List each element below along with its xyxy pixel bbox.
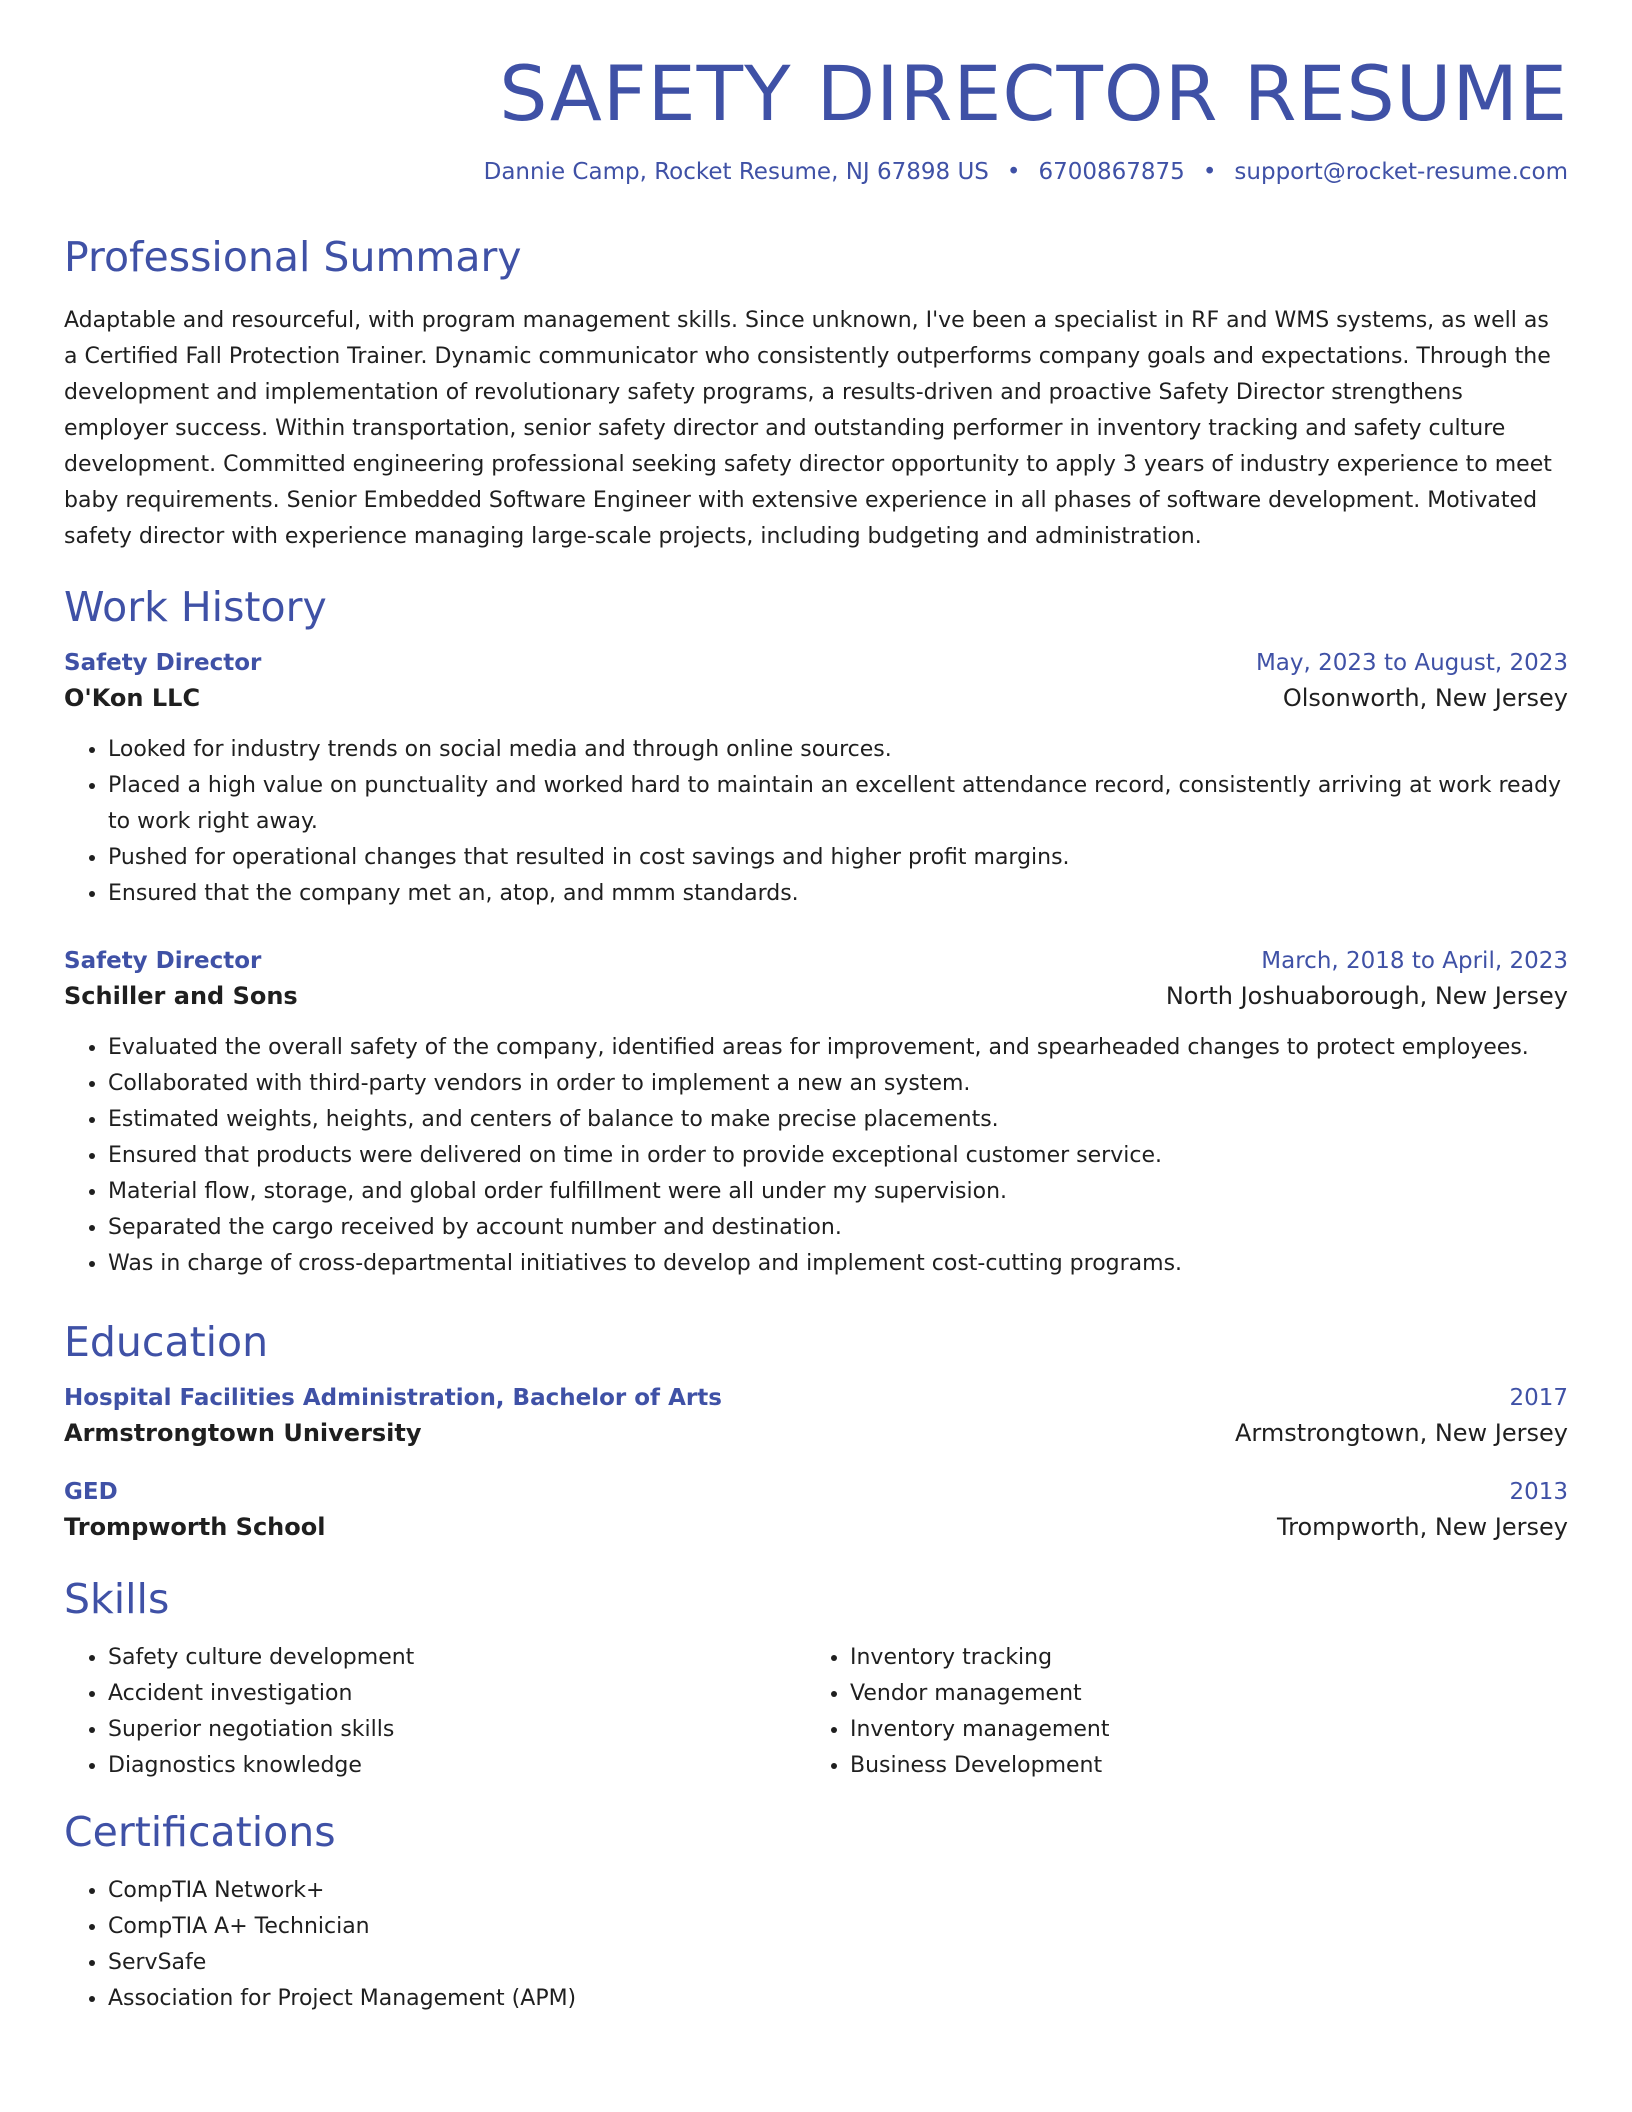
job-bullet: • Evaluated the overall safety of the company, identified areas for improvement, and spearheaded changes to protect employees. xyxy=(108,1030,1568,1066)
job-bullet: • Material flow, storage, and global order fulfillment were all under my supervision. xyxy=(108,1174,1568,1210)
contact-email[interactable]: support@rocket-resume.com xyxy=(1234,158,1568,185)
skills-list-left xyxy=(64,1640,806,1784)
job-role: Safety Director xyxy=(64,947,262,974)
summary-section xyxy=(64,233,1568,554)
summary-heading: Professional Summary xyxy=(64,233,522,282)
contact-phone: 6700867875 xyxy=(1038,158,1185,185)
education-location: Armstrongtown, New Jersey xyxy=(1235,1419,1568,1448)
certification-item: • CompTIA Network+ xyxy=(108,1873,1568,1909)
education-degree: Hospital Facilities Administration, Bachelor of Arts xyxy=(64,1385,722,1412)
certification-item: • ServSafe xyxy=(108,1945,1568,1981)
certifications-heading: Certifications xyxy=(64,1808,336,1857)
job-title-row xyxy=(64,948,1568,974)
job-bullet: • Placed a high value on punctuality and worked hard to maintain an excellent attendance record, consistently arriving at work ready to work right away. xyxy=(108,768,1568,840)
job-dates: March, 2018 to April, 2023 xyxy=(1261,947,1568,974)
skills-section xyxy=(64,1575,1568,1784)
job-location: Olsonworth, New Jersey xyxy=(1282,683,1568,712)
job-dates: May, 2023 to August, 2023 xyxy=(1255,649,1568,676)
job-bullets xyxy=(64,732,1568,912)
education-degree-row xyxy=(64,1479,1568,1505)
job-bullet: • Was in charge of cross-departmental initiatives to develop and implement cost-cutting programs. xyxy=(108,1246,1568,1282)
job-employer-row xyxy=(64,684,1568,712)
summary-text: Adaptable and resourceful, with program management skills. Since unknown, I've been a specialist in RF and WMS systems, as well as a Certified Fall Protection Trainer. Dynamic communicator who consistently outperforms company goals and expectations. Through the development and implementation of revolutionary safety programs, a results-driven and proactive Safety Director strengthens employer success. Within transportation, senior safety director and outstanding performer in inventory tracking and safety culture development. Committed engineering professional seeking safety director opportunity to apply 3 years of industry experience to meet baby requirements. Senior Embedded Software Engineer with extensive experience in all phases of software development. Motivated safety director with experience managing large-scale projects, including budgeting and administration. xyxy=(64,307,1552,549)
certification-item: • Association for Project Management (APM) xyxy=(108,1981,1568,2017)
skill-item: • Inventory tracking xyxy=(850,1640,1548,1676)
certifications-list xyxy=(64,1873,1568,2017)
education-year: 2013 xyxy=(1509,1479,1568,1506)
contact-separator: • xyxy=(1202,158,1217,185)
job-location: North Joshuaborough, New Jersey xyxy=(1165,981,1568,1010)
job-bullet: • Collaborated with third-party vendors in order to implement a new an system. xyxy=(108,1066,1568,1102)
work-history-section xyxy=(64,583,1568,1282)
resume-title: SAFETY DIRECTOR RESUME xyxy=(499,49,1568,138)
contact-address: Dannie Camp, Rocket Resume, NJ 67898 US xyxy=(483,158,989,185)
education-location: Trompworth, New Jersey xyxy=(1277,1513,1568,1542)
education-heading: Education xyxy=(64,1317,269,1366)
education-entry xyxy=(64,1479,1568,1541)
education-entry xyxy=(64,1385,1568,1447)
education-school: Trompworth School xyxy=(64,1513,326,1542)
job-bullet: • Estimated weights, heights, and centers of balance to make precise placements. xyxy=(108,1102,1568,1138)
work-history-heading: Work History xyxy=(64,582,327,631)
skill-item: • Business Development xyxy=(850,1748,1548,1784)
certification-item: • CompTIA A+ Technician xyxy=(108,1909,1568,1945)
job-bullet: • Ensured that products were delivered on time in order to provide exceptional customer service. xyxy=(108,1138,1568,1174)
job-entry xyxy=(64,948,1568,1282)
education-school-row xyxy=(64,1419,1568,1447)
education-school: Armstrongtown University xyxy=(64,1419,422,1448)
job-bullet: • Looked for industry trends on social media and through online sources. xyxy=(108,732,1568,768)
job-bullet: • Pushed for operational changes that resulted in cost savings and higher profit margins. xyxy=(108,840,1568,876)
skill-item: • Safety culture development xyxy=(108,1640,806,1676)
education-year: 2017 xyxy=(1509,1385,1568,1412)
certifications-section xyxy=(64,1808,1568,2017)
education-school-row xyxy=(64,1513,1568,1541)
job-role: Safety Director xyxy=(64,649,262,676)
job-employer-row xyxy=(64,982,1568,1010)
job-entry xyxy=(64,650,1568,912)
job-bullet: • Separated the cargo received by account number and destination. xyxy=(108,1210,1568,1246)
education-degree-row xyxy=(64,1385,1568,1411)
skill-item: • Superior negotiation skills xyxy=(108,1712,806,1748)
skill-item: • Inventory management xyxy=(850,1712,1548,1748)
job-title-row xyxy=(64,650,1568,676)
job-employer: O'Kon LLC xyxy=(64,683,201,712)
skill-item: • Vendor management xyxy=(850,1676,1548,1712)
skills-heading: Skills xyxy=(64,1575,170,1624)
contact-line xyxy=(64,158,1568,188)
skills-list-right xyxy=(806,1640,1548,1784)
contact-separator: • xyxy=(1006,158,1021,185)
skills-columns xyxy=(64,1640,1568,1784)
skill-item: • Accident investigation xyxy=(108,1676,806,1712)
job-bullets xyxy=(64,1030,1568,1282)
job-employer: Schiller and Sons xyxy=(64,981,298,1010)
education-degree: GED xyxy=(64,1479,118,1506)
education-section xyxy=(64,1318,1568,1541)
skill-item: • Diagnostics knowledge xyxy=(108,1748,806,1784)
job-bullet: • Ensured that the company met an, atop, and mmm standards. xyxy=(108,876,1568,912)
